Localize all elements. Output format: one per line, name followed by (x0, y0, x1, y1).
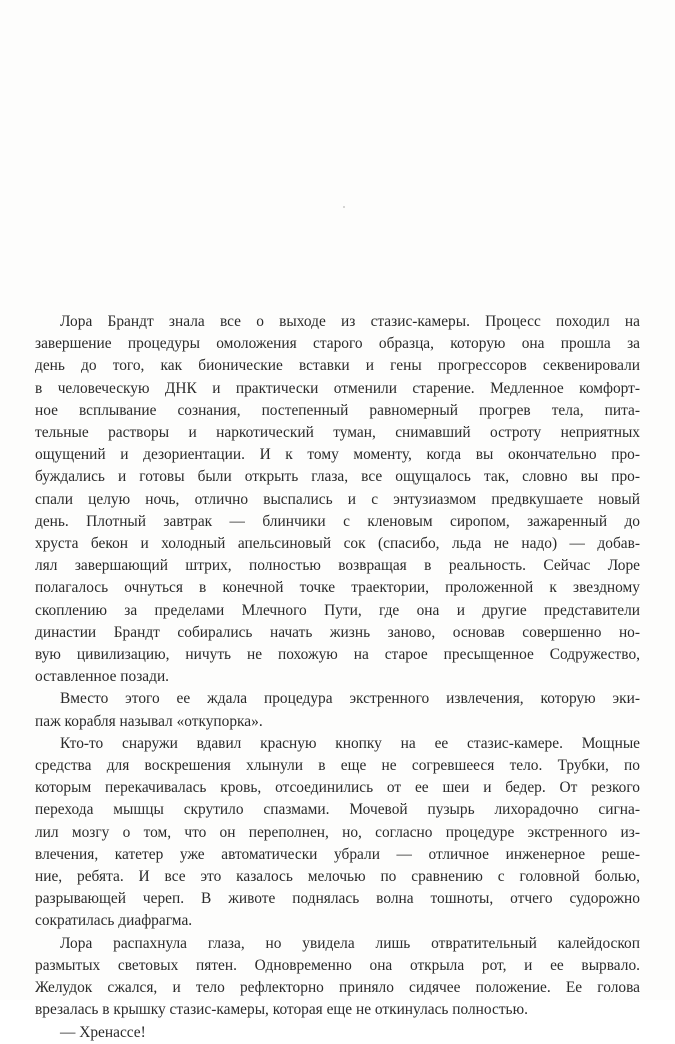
text-line: день. Плотный завтрак — блинчики с кленовым сиропом, зажаренный до (35, 512, 640, 530)
paragraph-3 (35, 733, 640, 933)
text-line: паж корабля называл «откупорка». (35, 712, 263, 730)
text-line: ние, ребята. И все это казалось мелочью по сравнению с головной болью, (35, 868, 640, 886)
text-line: сократилась диафрагма. (35, 912, 193, 930)
text-line: Желудок сжался, и тело рефлекторно приняло сидячее положение. Ее голова (35, 979, 640, 997)
text-line: тельные растворы и наркотический туман, снимавший остроту неприятных (35, 424, 640, 442)
text-line: в человеческую ДНК и практически отменили старение. Медленное комфорт- (35, 379, 640, 397)
text-line: вую цивилизацию, ничуть не похожую на старое пресыщенное Содружество, (35, 646, 640, 664)
text-line: спали целую ночь, отлично выспались и с энтузиазмом предвкушаете новый (35, 490, 640, 508)
text-line: средства для воскрешения хлынули в еще не согревшееся тело. Трубки, по (35, 757, 640, 775)
text-line: лял завершающий штрих, полностью возвращая в реальность. Сейчас Лоре (35, 557, 640, 575)
text-line: завершение процедуры омоложения старого образца, которую она прошла за (35, 335, 640, 353)
text-line: влечения, катетер уже автоматически убрали — отличное инженерное реше- (35, 845, 640, 863)
text-line: — Хренассе! (60, 1023, 146, 1041)
text-line: врезалась в крышку стазис-камеры, которая еще не откинулась полностью. (35, 1001, 528, 1019)
text-line: лил мозгу о том, что он переполнен, но, согласно процедуре экстренного из- (35, 823, 640, 841)
text-line: Кто-то снаружи вдавил красную кнопку на ее стазис-камере. Мощные (60, 734, 640, 752)
text-line: скоплению за пределами Млечного Пути, где она и другие представители (35, 601, 640, 619)
text-line: день до того, как бионические вставки и гены прогрессоров секвенировали (35, 357, 640, 375)
text-line: разрывающей череп. В животе поднялась волна тошноты, отчего судорожно (35, 890, 640, 908)
paragraph-1 (35, 311, 640, 688)
paragraph-5 (35, 1022, 640, 1044)
text-line: ное всплывание сознания, постепенный равномерный прогрев тела, пита- (35, 401, 640, 419)
text-line: хруста бекон и холодный апельсиновый сок (спасибо, льда не надо) — добав- (35, 535, 640, 553)
text-line: ощущений и дезориентации. И к тому моменту, когда вы окончательно про- (35, 446, 640, 464)
text-line: династии Брандт собирались начать жизнь заново, основав совершенно но- (35, 623, 640, 641)
text-line: размытых световых пятен. Одновременно она открыла рот, и ее вырвало. (35, 956, 640, 974)
text-line: которым перекачивалась кровь, отсоединились от ее шеи и бедер. От резкого (35, 779, 640, 797)
page-speck (343, 206, 345, 208)
body-text (35, 311, 640, 1044)
text-line: буждались и готовы были открыть глаза, все ощущалось так, словно вы про- (35, 468, 640, 486)
text-line: Вместо этого ее ждала процедура экстренного извлечения, которую эки- (60, 690, 640, 708)
text-line: Лора распахнула глаза, но увидела лишь отвратительный калейдоскоп (60, 934, 640, 952)
paragraph-2 (35, 688, 640, 732)
text-line: перехода мышцы скрутило спазмами. Мочевой пузырь лихорадочно сигна- (35, 801, 640, 819)
text-line: Лора Брандт знала все о выходе из стазис-камеры. Процесс походил на (60, 313, 640, 330)
paragraph-4 (35, 933, 640, 1022)
text-line: оставленное позади. (35, 668, 170, 686)
text-line: полагалось очнуться в конечной точке траектории, проложенной к звездному (35, 579, 640, 597)
